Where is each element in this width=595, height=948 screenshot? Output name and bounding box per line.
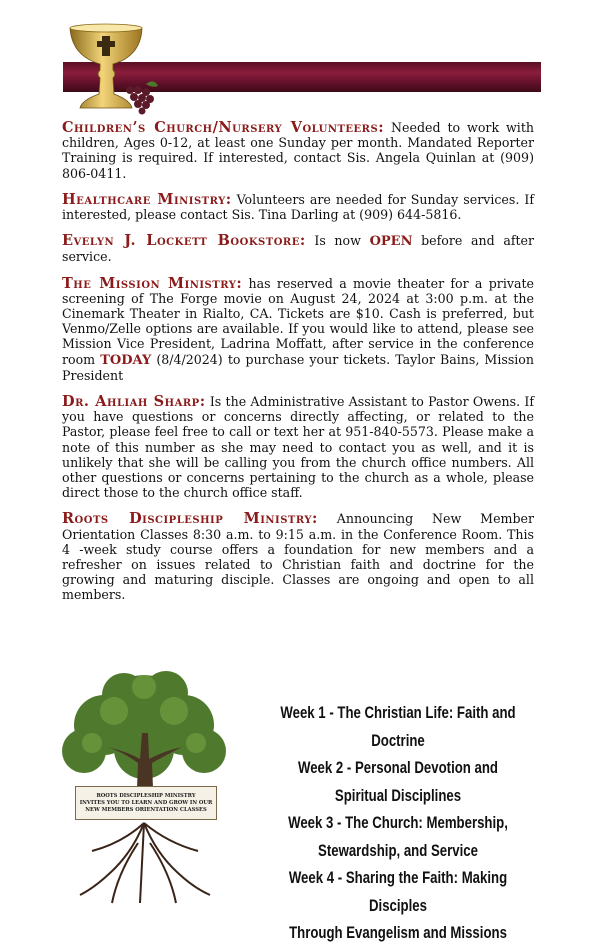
announcement-text: Is now — [305, 233, 370, 249]
announcement-childrens-church — [62, 120, 534, 181]
announcement-text: Is the Administrative Assistant to Pastor Owens. If you have questions or concerns directly affecting, or related to the Pastor, please feel free to call or text her at 951-840-5573. Please make a note of this number as she may need to contact you as well, and it is unlikely that she will be calling you from the church office numbers. All other questions or concerns pertaining to the church as a whole, please direct those to the church office staff. — [62, 394, 534, 501]
announcement-text: before and after service. — [62, 233, 535, 265]
announcement-text: Volunteers are needed for Sunday services. If interested, please contact Sis. Tina Darling at (909) 644-5816. — [62, 191, 534, 223]
sign-line: NEW MEMBERS ORIENTATION CLASSES — [85, 806, 207, 813]
chalice-icon — [62, 22, 162, 117]
announcement-heading: Children’s Church/Nursery Volunteers: — [62, 119, 385, 136]
announcement-bookstore — [62, 233, 534, 264]
announcement-heading: Evelyn J. Lockett Bookstore: — [62, 232, 306, 250]
tree-sign — [75, 786, 217, 820]
week-4-continued: Through Evangelism and Missions — [289, 924, 507, 942]
tree-illustration — [52, 663, 237, 913]
announcement-healthcare — [62, 192, 534, 222]
announcement-heading: Roots Discipleship Ministry: — [62, 510, 318, 528]
week-4: Week 4 - Sharing the Faith: Making Disciples — [288, 869, 508, 915]
announcement-roots — [62, 511, 534, 602]
announcement-dr-sharp — [62, 394, 534, 500]
open-emphasis: OPEN — [369, 234, 413, 250]
announcement-text: Announcing New Member Orientation Classes 8:30 a.m. to 9:15 a.m. in the Conference Room. This 4 -week study course offers a foundation for new members and a refresher on issues related to Christian faith and doctrine for the growing and maturing disciple. Classes are ongoing and open to all members. — [62, 511, 534, 603]
announcements — [62, 120, 534, 614]
announcement-text: (8/4/2024) to purchase your tickets. Taylor Bains, Mission President — [62, 351, 535, 383]
week-schedule — [270, 700, 526, 948]
sign-line: INVITES YOU TO LEARN AND GROW IN OUR — [79, 799, 213, 806]
week-3: Week 3 - The Church: Membership, Stewardship, and Service — [288, 814, 508, 860]
week-2: Week 2 - Personal Devotion and Spiritual Disciplines — [297, 759, 498, 805]
announcement-heading: Dr. Ahliah Sharp: — [62, 393, 206, 411]
announcement-heading: Healthcare Ministry: — [62, 190, 232, 208]
announcement-text: has reserved a movie theater for a private screening of The Forge movie on August 24, 2024 at 3:00 p.m. at the Cinemark Theater in Rialto, CA. Tickets are $10. Cash is preferred, but Venmo/Zelle options are available. If you would like to attend, please see Mission Vice President, Ladrina Moffatt, after service in the conference room — [62, 275, 534, 367]
announcement-mission — [62, 276, 534, 383]
announcement-heading: The Mission Ministry: — [62, 274, 243, 292]
today-emphasis: TODAY — [100, 352, 152, 368]
announcement-text: Needed to work with children, Ages 0-12, at least one Sunday per month. Mandated Reporter Training is required. If interested, contact Sis. Angela Quinlan at (909) 806-0411. — [62, 120, 534, 181]
sign-line: ROOTS DISCIPLESHIP MINISTRY — [96, 792, 196, 799]
week-1: Week 1 - The Christian Life: Faith and Doctrine — [280, 704, 516, 750]
